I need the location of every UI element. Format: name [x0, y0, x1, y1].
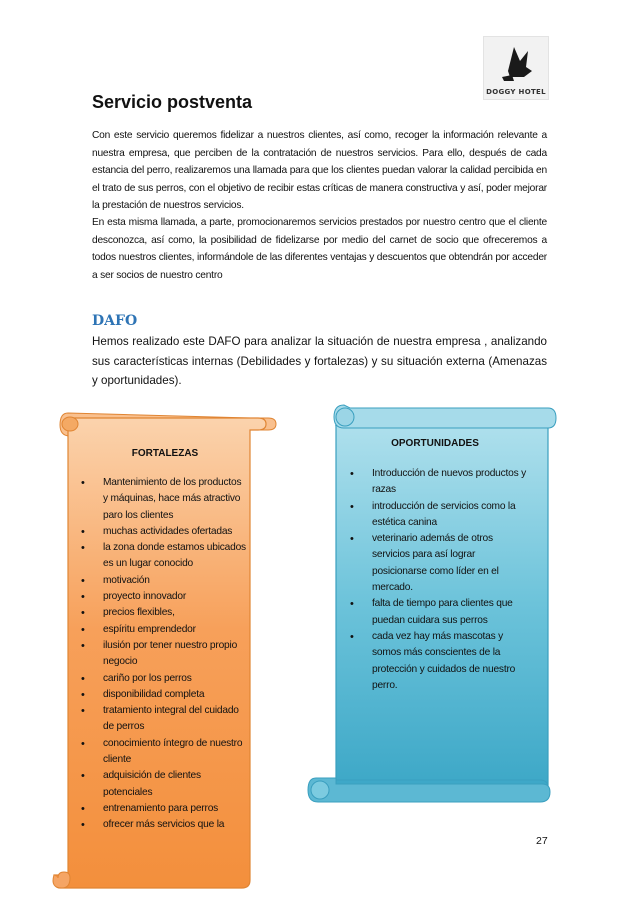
- list-item: • la zona donde estamos ubicados es un lugar conocido: [78, 540, 246, 573]
- paragraph-1: Con este servicio queremos fidelizar a nuestros clientes, así como, recoger la información relevante a nuestra empresa, que perciben de la contratación de nuestros servicios. Para ello, después de cada estancia del perro, realizaremos una llamada para que los clientes puedan valorar la calidad percibida en el trato de sus perros, con el objetivo de recibir estas críticas de manera constructiva y así, poder mejorar la prestación de nuestros servicios.: [92, 130, 547, 211]
- list-item: • veterinario además de otros servicios para así lograr posicionarse como líder en el mercado.: [347, 531, 527, 596]
- dafo-heading: DAFO: [92, 313, 138, 329]
- list-item: • entrenamiento para perros: [78, 801, 246, 817]
- list-item: • introducción de servicios como la estética canina: [347, 499, 527, 532]
- oportunidades-title: OPORTUNIDADES: [391, 438, 479, 449]
- list-item: • tratamiento integral del cuidado de perros: [78, 703, 246, 736]
- paragraph-2: En esta misma llamada, a parte, promocionaremos servicios prestados por nuestro centro que el cliente desconozca, así como, la posibilidad de fidelizarse por medio del carnet de socio que ofreceremos a todos nuestros clientes, informándole de las diferentes ventajas y descuentos que obtendrán por acceder a ser socios de nuestro centro: [92, 217, 547, 281]
- list-item: • adquisición de clientes potenciales: [78, 768, 246, 801]
- logo-text: DOGGY HOTEL: [486, 88, 546, 96]
- fortalezas-list: [78, 475, 246, 834]
- list-item: • falta de tiempo para clientes que puedan cuidara sus perros: [347, 596, 527, 629]
- oportunidades-list: [347, 466, 527, 694]
- list-item: • Introducción de nuevos productos y razas: [347, 466, 527, 499]
- list-item: • ilusión por tener nuestro propio negocio: [78, 638, 246, 671]
- list-item: • disponibilidad completa: [78, 687, 246, 703]
- page-number: 27: [536, 835, 548, 847]
- list-item: • precios flexibles,: [78, 605, 246, 621]
- list-item: • cada vez hay más mascotas y somos más conscientes de la protección y cuidados de nuestro perro.: [347, 629, 527, 694]
- fortalezas-title: FORTALEZAS: [131, 448, 199, 459]
- list-item: • proyecto innovador: [78, 589, 246, 605]
- section-title: Servicio postventa: [92, 92, 253, 112]
- list-item: • motivación: [78, 573, 246, 589]
- list-item: • cariño por los perros: [78, 671, 246, 687]
- list-item: • Mantenimiento de los productos y máquinas, hace más atractivo paro los clientes: [78, 475, 246, 524]
- dafo-intro: Hemos realizado este DAFO para analizar la situación de nuestra empresa , analizando sus características internas (Debilidades y fortalezas) y su situación externa (Amenazas y oportunidades).: [92, 335, 547, 387]
- list-item: • espíritu emprendedor: [78, 622, 246, 638]
- list-item: • muchas actividades ofertadas: [78, 524, 246, 540]
- list-item: • ofrecer más servicios que la: [78, 817, 246, 833]
- list-item: • conocimiento íntegro de nuestro cliente: [78, 736, 246, 769]
